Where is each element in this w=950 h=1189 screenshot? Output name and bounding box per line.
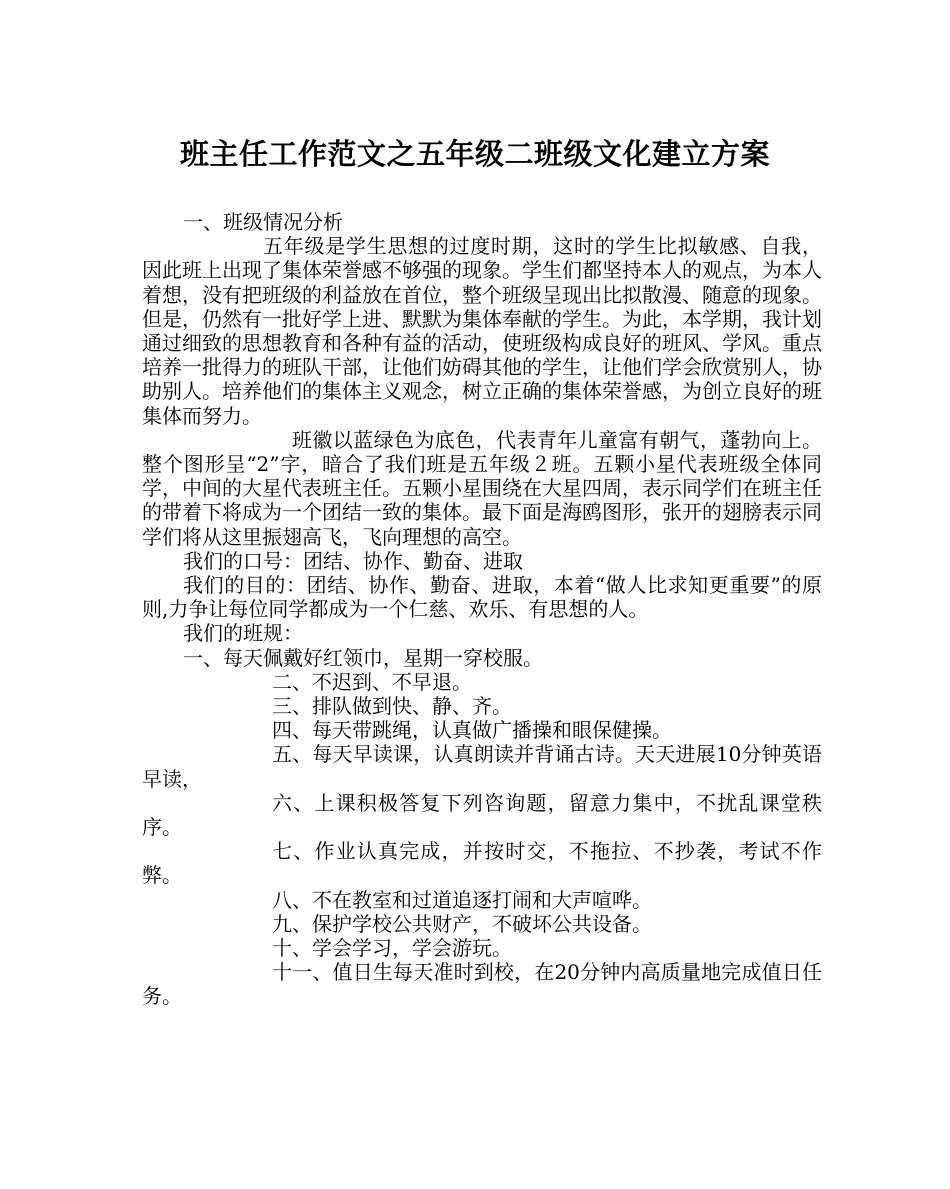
rule-item: 五、每天早读课，认真朗读并背诵古诗。天天进展10分钟英语早读， [142, 742, 822, 791]
rule-item: 三、排队做到快、静、齐。 [272, 694, 512, 719]
paragraph-slogan: 我们的口号：团结、协作、勤奋、进取 [183, 548, 523, 573]
rule-item: 十、学会学习，学会游玩。 [272, 936, 512, 961]
rules-heading: 我们的班规： [183, 621, 303, 646]
paragraph-class-emblem: 班徽以蓝绿色为底色，代表青年儿童富有朝气，蓬勃向上。整个图形呈“2”字，暗合了我们班是五年级２班。五颗小星代表班级全体同学，中间的大星代表班主任。五颗小星围绕在大星四周，表示同学们在班主任的带着下将成为一个团结一致的集体。最下面是海鸥图形，张开的翅膀表示同学们将从这里振翅高飞，飞向理想的高空。 [142, 427, 822, 549]
rule-item: 十一、值日生每天准时到校，在20分钟内高质量地完成值日任务。 [142, 960, 822, 1009]
rule-item: 四、每天带跳绳，认真做广播操和眼保健操。 [272, 718, 672, 743]
rule-item: 九、保护学校公共财产，不破坏公共设备。 [272, 911, 652, 936]
section-heading: 一、班级情况分析 [183, 210, 343, 234]
rule-item: 八、不在教室和过道追逐打闹和大声喧哗。 [272, 887, 652, 912]
rule-item: 六、上课积极答复下列咨询题，留意力集中，不扰乱课堂秩序。 [142, 790, 822, 840]
paragraph-class-analysis: 五年级是学生思想的过度时期，这时的学生比拟敏感、自我，因此班上出现了集体荣誉感不够强的现象。学生们都坚持本人的观点，为本人着想，没有把班级的利益放在首位，整个班级呈现出比拟散漫、随意的现象。但是，仍然有一批好学上进、默默为集体奉献的学生。为此，本学期，我计划通过细致的思想教育和各种有益的活动，使班级构成良好的班风、学风。重点培养一批得力的班队干部，让他们妨碍其他的学生，让他们学会欣赏别人，协助别人。培养他们的集体主义观念，树立正确的集体荣誉感，为创立良好的班集体而努力。 [142, 234, 822, 428]
rule-item: 七、作业认真完成，并按时交，不拖拉、不抄袭，考试不作弊。 [142, 839, 822, 888]
rule-item: 二、不迟到、不早退。 [272, 669, 472, 694]
paragraph-goal: 我们的目的：团结、协作、勤奋、进取，本着“做人比求知更重要”的原则,力争让每位同学都成为一个仁慈、欢乐、有思想的人。 [142, 573, 822, 622]
rule-item: 一、每天佩戴好红领巾，星期一穿校服。 [183, 645, 543, 670]
document-body [142, 210, 822, 1009]
page-title: 班主任工作范文之五年级二班级文化建立方案 [179, 137, 770, 171]
